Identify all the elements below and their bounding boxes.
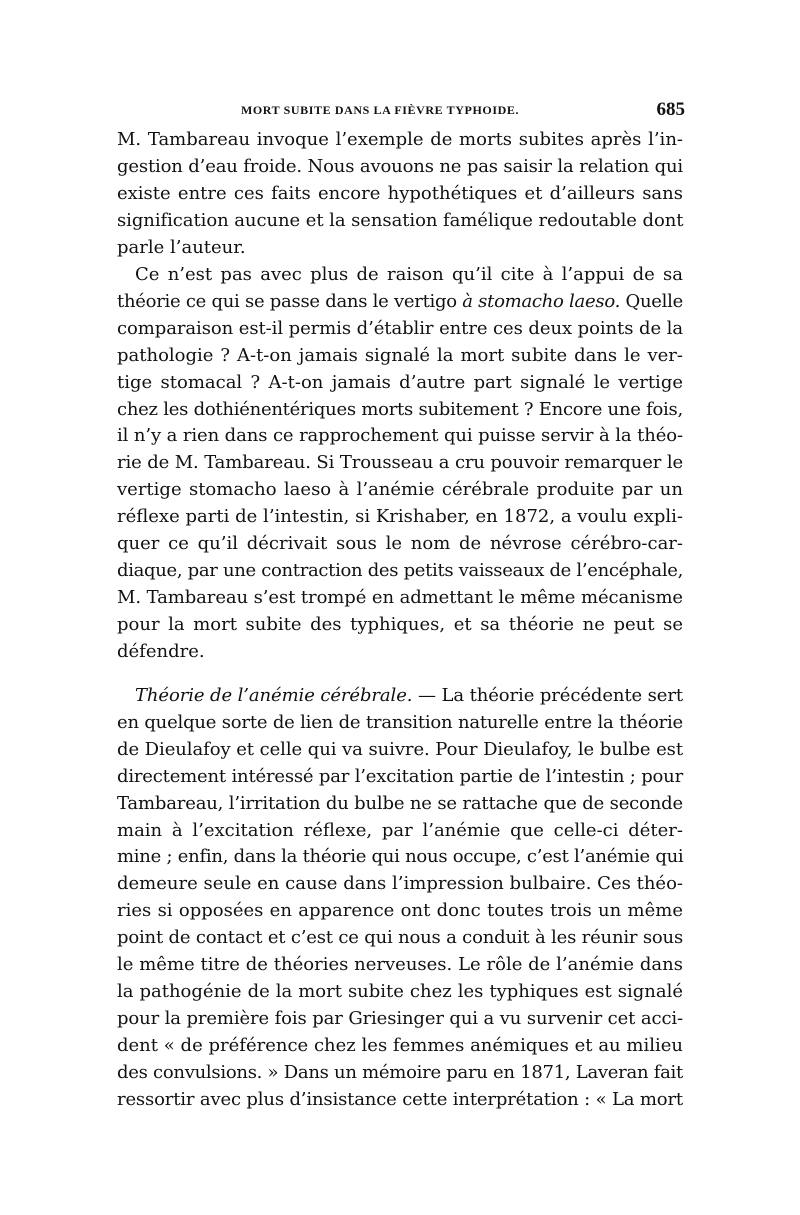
text-line: en quelque sorte de lien de transition naturelle entre la théorie <box>117 711 683 733</box>
text-line: défendre. <box>117 640 205 662</box>
text-line <box>117 683 683 710</box>
text-run: théorie ce qui se passe dans le vertigo <box>117 290 463 312</box>
section-heading: Théorie de l’anémie cérébrale. <box>135 685 413 706</box>
text-line: ries si opposées en apparence ont donc toutes trois un même <box>117 900 683 922</box>
text-line: le même titre de théories nerveuses. Le rôle de l’anémie dans <box>117 954 683 976</box>
text-line: la pathogénie de la mort subite chez les typhiques est signalé <box>117 980 683 1002</box>
page-number: 685 <box>656 99 685 120</box>
text-line: existe entre ces faits encore hypothétiques et d’ailleurs sans <box>117 182 683 204</box>
text-line: Tambareau, l’irritation du bulbe ne se rattache que de seconde <box>117 792 683 814</box>
text-line: parle l’auteur. <box>117 236 246 258</box>
text-line: pathologie ? A-t-on jamais signalé la mort subite dans le ver- <box>117 344 683 366</box>
text-line: de Dieulafoy et celle qui va suivre. Pour Dieulafoy, le bulbe est <box>117 738 683 760</box>
text-line: tige stomacal ? A-t-on jamais d’autre part signalé le vertige <box>117 371 683 393</box>
text-line: point de contact et c’est ce qui nous a conduit à les réunir sous <box>117 927 683 949</box>
text-line: diaque, par une contraction des petits vaisseaux de l’encéphale, <box>117 559 683 581</box>
text-line: mine ; enfin, dans la théorie qui nous occupe, c’est l’anémie qui <box>117 846 684 868</box>
text-line: dent « de préférence chez les femmes anémiques et au milieu <box>117 1034 683 1056</box>
text-line: quer ce qu’il décrivait sous le nom de névrose cérébro-car- <box>117 533 683 555</box>
latin-phrase: à stomacho laeso. <box>462 290 621 312</box>
text-line: pour la mort subite des typhiques, et sa théorie ne peut se <box>117 613 683 635</box>
text-line: ressortir avec plus d’insistance cette interprétation : « La mort <box>117 1088 683 1110</box>
text-line <box>117 289 683 316</box>
text-line: directement intéressé par l’excitation partie de l’intestin ; pour <box>117 765 683 787</box>
text-line: comparaison est-il permis d’établir entre ces deux points de la <box>117 317 683 339</box>
text-line: pour la première fois par Griesinger qui a vu survenir cet acci- <box>117 1007 683 1029</box>
text-line: rie de M. Tambareau. Si Trousseau a cru pouvoir remarquer le <box>117 452 683 474</box>
text-line: Ce n’est pas avec plus de raison qu’il cite à l’appui de sa <box>135 264 683 285</box>
text-run: — La théorie précédente sert <box>412 685 684 706</box>
paragraph-1 <box>117 127 683 262</box>
text-line: vertige stomacho laeso à l’anémie cérébrale produite par un <box>117 479 683 501</box>
page-header <box>115 101 685 121</box>
text-line: réflexe parti de l’intestin, si Krishaber, en 1872, a voulu expli- <box>117 506 683 528</box>
text-line: des convulsions. » Dans un mémoire paru en 1871, Laveran fait <box>117 1061 683 1083</box>
text-line: il n’y a rien dans ce rapprochement qui puisse servir à la théo- <box>117 425 683 447</box>
text-line: M. Tambareau invoque l’exemple de morts subites après l’in- <box>117 129 683 150</box>
text-line: demeure seule en cause dans l’impression bulbaire. Ces théo- <box>117 873 683 895</box>
text-line: M. Tambareau s’est trompé en admettant le même mécanisme <box>117 586 683 608</box>
text-line: gestion d’eau froide. Nous avouons ne pas saisir la relation qui <box>117 155 683 177</box>
paragraph-3 <box>117 683 683 1114</box>
text-line: signification aucune et la sensation famélique redoutable dont <box>117 209 684 231</box>
paragraph-2 <box>117 262 683 666</box>
running-title: MORT SUBITE DANS LA FIÈVRE TYPHOIDE. <box>240 103 520 117</box>
text-line: main à l’excitation réflexe, par l’anémie que celle-ci déter- <box>117 819 683 841</box>
text-run: Quelle <box>620 290 683 312</box>
text-line: chez les dothiénentériques morts subitement ? Encore une fois, <box>117 398 684 420</box>
